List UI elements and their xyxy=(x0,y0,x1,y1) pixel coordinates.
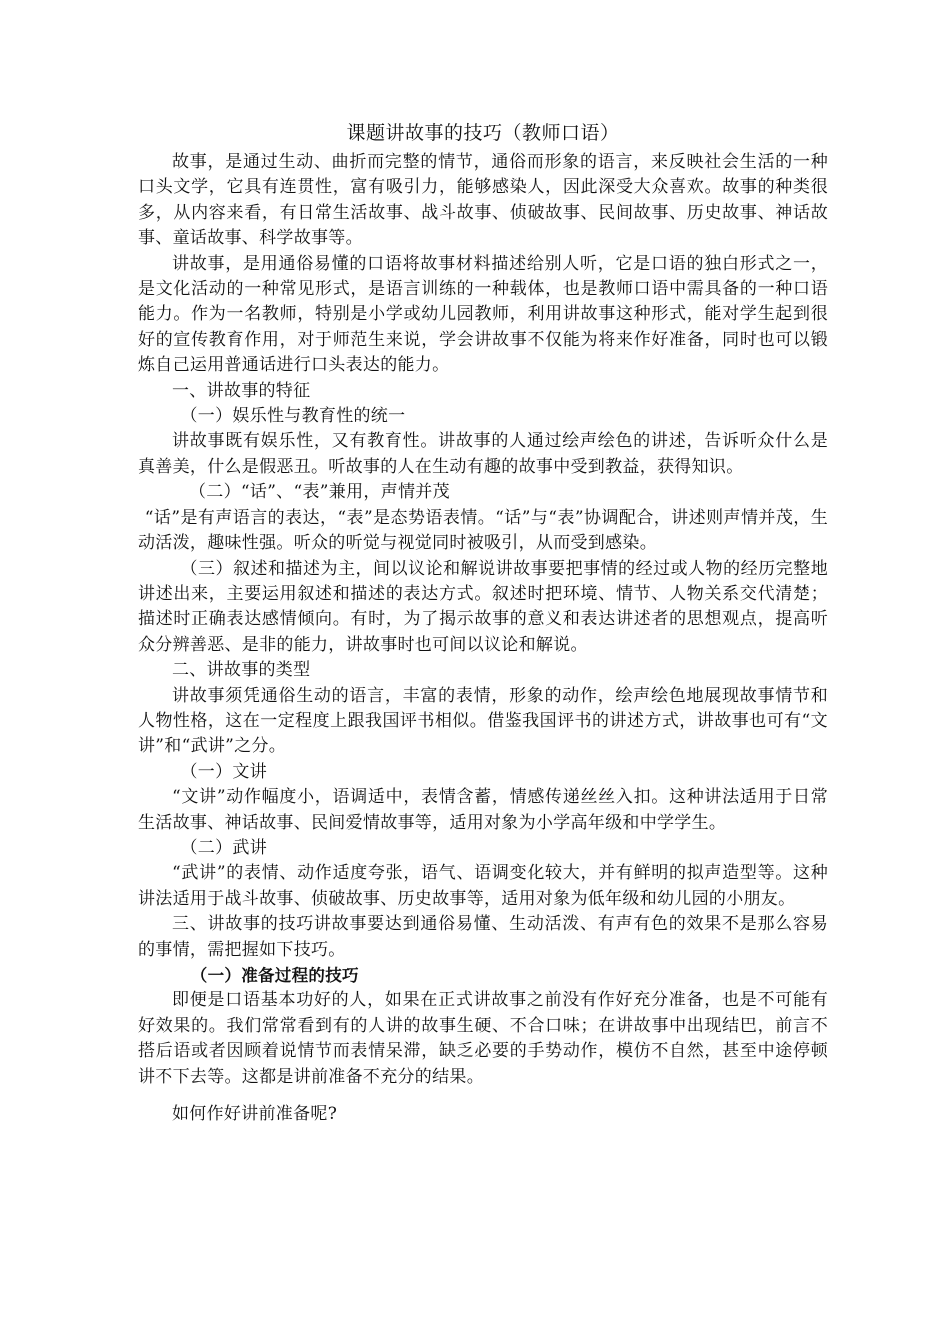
paragraph-question: 如何作好讲前准备呢? xyxy=(172,1104,338,1125)
paragraph-intro-story: 故事，是通过生动、曲折而完整的情节，通俗而形象的语言，来反映社会生活的一种口头文学，它具有连贯性，富有吸引力，能够感染人，因此深受大众喜欢。故事的种类很多，从内容来看，有日常生活故事、战斗故事、侦破故事、民间故事、历史故事、神话故事、童话故事、科学故事等。 xyxy=(138,152,828,249)
paragraph-entertainment-education: 讲故事既有娱乐性，又有教育性。讲故事的人通过绘声绘色的讲述，告诉听众什么是真善美，什么是假恶丑。听故事的人在生动有趣的故事中受到教益，获得知识。 xyxy=(138,431,828,477)
subheading-entertainment-education: （一）娱乐性与教育性的统一 xyxy=(180,406,406,427)
paragraph-preparation: 即便是口语基本功好的人，如果在正式讲故事之前没有作好充分准备，也是不可能有好效果的。我们常常看到有的人讲的故事生硬、不合口味；在讲故事中出现结巴，前言不搭后语或者因顾着说情节而表情呆滞，缺乏必要的手势动作，模仿不自然，甚至中途停顿讲不下去等。这都是讲前准备不充分的结果。 xyxy=(138,990,828,1087)
section-heading-techniques: 三、讲故事的技巧讲故事要达到通俗易懂、生动活泼、有声有色的效果不是那么容易的事情，需把握如下技巧。 xyxy=(138,914,828,960)
paragraph-types: 讲故事须凭通俗生动的语言，丰富的表情，形象的动作，绘声绘色地展现故事情节和人物性格，这在一定程度上跟我国评书相似。借鉴我国评书的讲述方式，讲故事也可有“文讲”和“武讲”之分。 xyxy=(138,685,828,757)
paragraph-wen-jiang: “文讲”动作幅度小，语调适中，表情含蓄，情感传递丝丝入扣。这种讲法适用于日常生活故事、神话故事、民间爱情故事等，适用对象为小学高年级和中学学生。 xyxy=(138,787,828,833)
paragraph-wu-jiang: “武讲”的表情、动作适度夸张，语气、语调变化较大，并有鲜明的拟声造型等。这种讲法适用于战斗故事、侦破故事、历史故事等，适用对象为低年级和幼儿园的小朋友。 xyxy=(138,863,828,909)
paragraph-intro-telling: 讲故事，是用通俗易懂的口语将故事材料描述给别人听，它是口语的独白形式之一，是文化活动的一种常见形式，是语言训练的一种载体，也是教师口语中需具备的一种口语能力。作为一名教师，特别是小学或幼儿园教师，利用讲故事这种形式，能对学生起到很好的宣传教育作用，对于师范生来说，学会讲故事不仅能为将来作好准备，同时也可以锻炼自己运用普通话进行口头表达的能力。 xyxy=(138,253,828,376)
section-heading-features: 一、讲故事的特征 xyxy=(172,380,311,401)
paragraph-narration-description: （三）叙述和描述为主，间以议论和解说讲故事要把事情的经过或人物的经历完整地讲述出来，主要运用叙述和描述的表达方式。叙述时把环境、情节、人物关系交代清楚；描述时正确表达感情倾向。有时，为了揭示故事的意义和表达讲述者的思想观点，提高听众分辨善恶、是非的能力，讲故事时也可间以议论和解说。 xyxy=(138,558,828,655)
section-heading-types: 二、讲故事的类型 xyxy=(172,660,311,681)
paragraph-speech-expression: “话”是有声语言的表达，“表”是态势语表情。“话”与“表”协调配合，讲述则声情并茂，生动活泼，趣味性强。听众的听觉与视觉同时被吸引，从而受到感染。 xyxy=(138,507,828,554)
subheading-preparation: （一）准备过程的技巧 xyxy=(190,966,359,985)
document-body xyxy=(138,118,828,1127)
document-title: 课题讲故事的技巧（教师口语） xyxy=(346,122,620,144)
subheading-speech-expression: （二）“话”、“表”兼用，声情并茂 xyxy=(189,482,450,503)
subheading-wen-jiang: （一）文讲 xyxy=(180,761,267,782)
subheading-wu-jiang: （二）武讲 xyxy=(180,837,267,858)
